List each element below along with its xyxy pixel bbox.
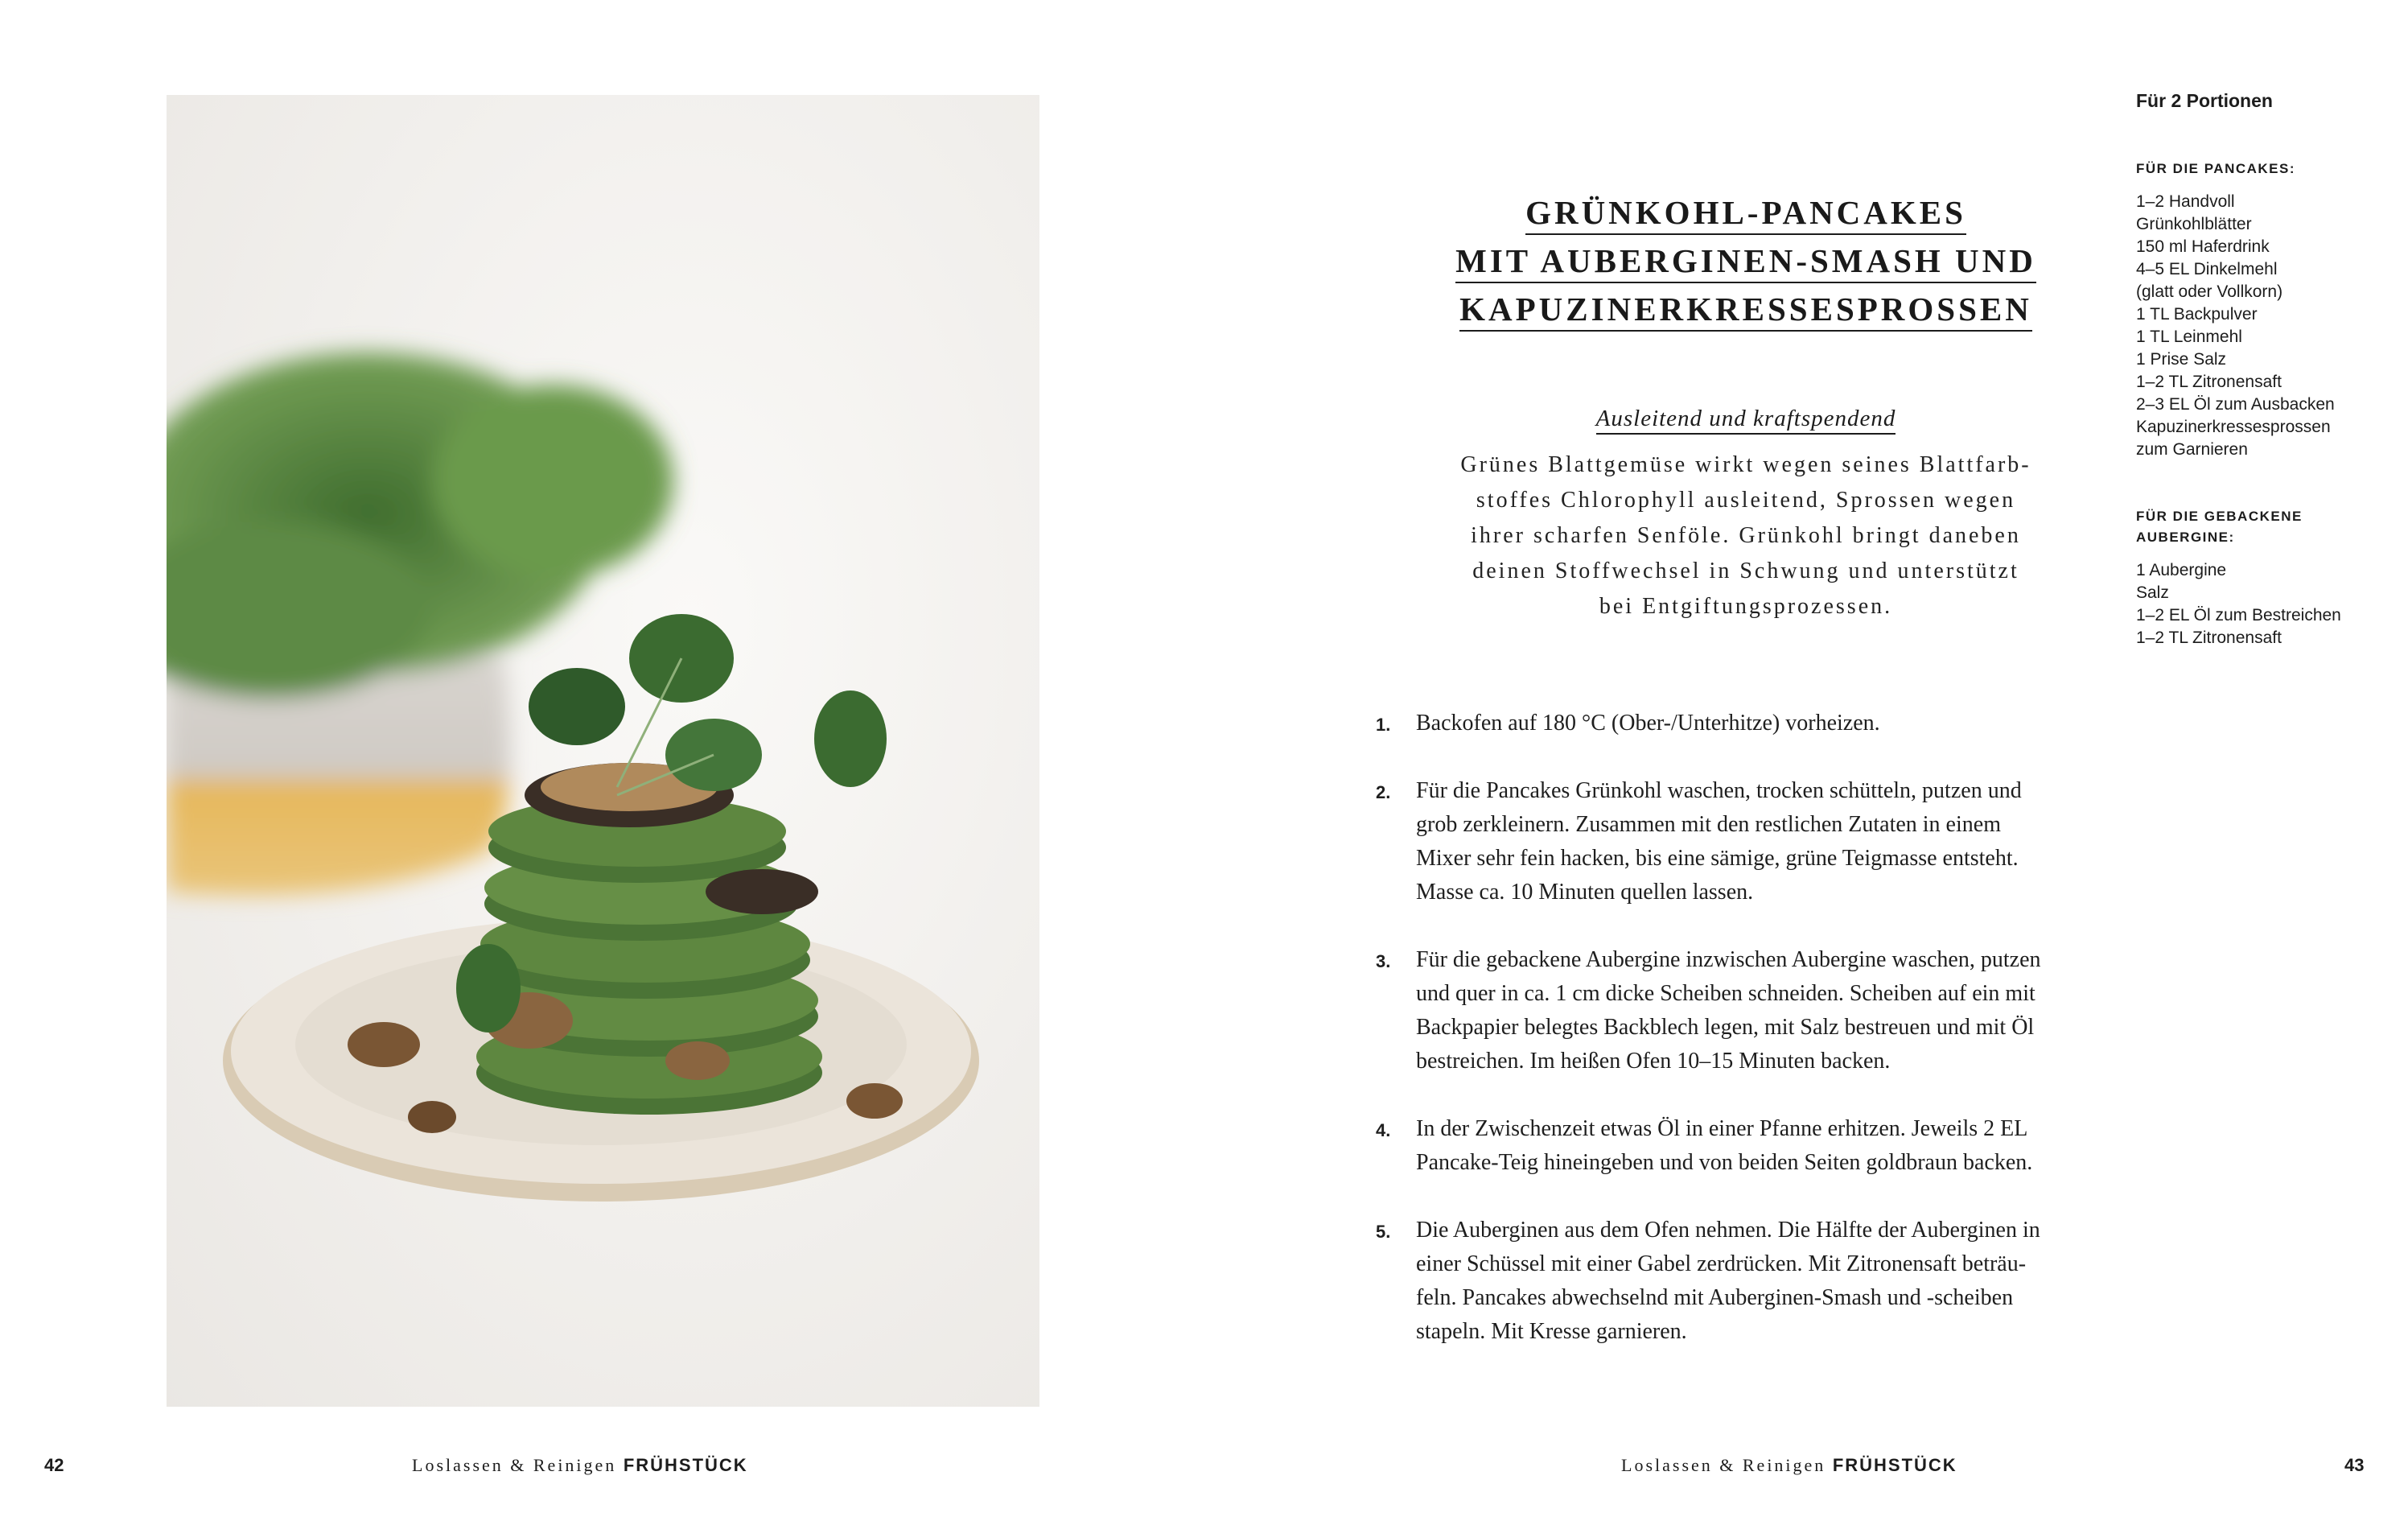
page-number-right: 43 (2344, 1455, 2365, 1475)
ingredient-item: zum Garnieren (2136, 440, 2248, 459)
step-line: stapeln. Mit Kresse garnieren. (1416, 1319, 1687, 1344)
ingredient-item: 2–3 EL Öl zum Ausbacken (2136, 395, 2335, 414)
ingredient-item: Grünkohlblätter (2136, 215, 2252, 233)
ingredient-item: 4–5 EL Dinkelmehl (2136, 260, 2278, 278)
step-number: 4. (1376, 1120, 1391, 1140)
step-line: bestreichen. Im heißen Ofen 10–15 Minuten backen. (1416, 1049, 1891, 1074)
step-3 (1376, 943, 2116, 1078)
running-title: Loslassen & Reinigen (412, 1455, 617, 1475)
ingredient-item: Salz (2136, 583, 2169, 602)
step-line: und quer in ca. 1 cm dicke Scheiben schneiden. Scheiben auf ein mit (1416, 981, 2035, 1006)
step-2 (1376, 774, 2116, 909)
ingredients-sidebar (2136, 90, 2394, 695)
step-line: Pancake-Teig hineingeben und von beiden Seiten goldbraun backen. (1416, 1150, 2033, 1175)
intro-line: ihrer scharfen Senföle. Grünkohl bringt daneben (1471, 523, 2021, 548)
step-4 (1376, 1112, 2116, 1180)
ingredient-item: 1 TL Backpulver (2136, 305, 2258, 324)
step-1 (1376, 707, 2116, 740)
ingredient-item: 1 Aubergine (2136, 561, 2227, 579)
step-5 (1376, 1214, 2116, 1349)
page-number-left: 42 (44, 1455, 64, 1475)
recipe-title (1319, 192, 2172, 336)
step-number: 5. (1376, 1222, 1391, 1242)
running-section: FRÜHSTÜCK (1832, 1455, 1957, 1475)
step-line: grob zerkleinern. Zusammen mit den restlichen Zutaten in einem (1416, 812, 2001, 837)
title-line-2: MIT AUBERGINEN-SMASH UND (1455, 240, 2036, 283)
step-number: 2. (1376, 782, 1391, 802)
step-line: Für die gebackene Aubergine inzwischen Aubergine waschen, putzen (1416, 947, 2041, 972)
recipe-subtitle (1319, 406, 2172, 432)
heading-line: FÜR DIE GEBACKENE (2136, 509, 2303, 524)
intro-line: Grünes Blattgemüse wirkt wegen seines Blattfarb- (1460, 452, 2031, 477)
recipe-steps (1376, 707, 2116, 1383)
step-line: Die Auberginen aus dem Ofen nehmen. Die Hälfte der Auberginen in (1416, 1218, 2040, 1243)
ingredient-item: 1 Prise Salz (2136, 350, 2227, 369)
step-line: einer Schüssel mit einer Gabel zerdrücken. Mit Zitronensaft beträu- (1416, 1251, 2027, 1276)
step-line: Backpapier belegtes Backblech legen, mit Salz bestreuen und mit Öl (1416, 1015, 2035, 1040)
ingredient-item: 1–2 Handvoll (2136, 192, 2235, 211)
running-footer-left (412, 1455, 748, 1476)
running-section: FRÜHSTÜCK (623, 1455, 748, 1475)
intro-line: deinen Stoffwechsel in Schwung und unterstützt (1472, 559, 2019, 583)
recipe-photo (167, 95, 1039, 1407)
ingredient-item: Kapuzinerkressesprossen (2136, 418, 2331, 436)
subtitle-text: Ausleitend und kraftspendend (1596, 406, 1896, 435)
heading-line: AUBERGINE: (2136, 530, 2235, 545)
ingredient-item: 1–2 TL Zitronensaft (2136, 629, 2282, 647)
step-line: Backofen auf 180 °C (Ober-/Unterhitze) vorheizen. (1416, 711, 1880, 736)
recipe-intro (1416, 447, 2076, 624)
step-number: 1. (1376, 715, 1391, 735)
step-line: Mixer sehr fein hacken, bis eine sämige, grüne Teigmasse entsteht. (1416, 846, 2019, 871)
intro-line: stoffes Chlorophyll ausleitend, Sprossen wegen (1476, 488, 2016, 513)
ingredient-list-pancakes (2136, 191, 2394, 461)
ingredient-list-aubergine (2136, 559, 2394, 649)
step-line: Für die Pancakes Grünkohl waschen, trocken schütteln, putzen und (1416, 778, 2022, 803)
pancake-stack-photo-icon (167, 95, 1039, 1407)
ingredient-item: 150 ml Haferdrink (2136, 237, 2270, 256)
intro-line: bei Entgiftungsprozessen. (1599, 594, 1893, 619)
step-line: Masse ca. 10 Minuten quellen lassen. (1416, 880, 1754, 905)
title-line-3: KAPUZINERKRESSESPROSSEN (1459, 288, 2032, 332)
portions-label: Für 2 Portionen (2136, 90, 2273, 111)
running-title: Loslassen & Reinigen (1621, 1455, 1826, 1475)
ingredient-item: 1–2 TL Zitronensaft (2136, 373, 2282, 391)
heading-line: FÜR DIE PANCAKES: (2136, 161, 2296, 176)
running-footer-right (1621, 1455, 1957, 1476)
ingredient-item: 1–2 EL Öl zum Bestreichen (2136, 606, 2341, 624)
ingredient-item: (glatt oder Vollkorn) (2136, 282, 2283, 301)
title-line-1: GRÜNKOHL-PANCAKES (1525, 192, 1966, 235)
step-line: In der Zwischenzeit etwas Öl in einer Pfanne erhitzen. Jeweils 2 EL (1416, 1116, 2028, 1141)
ingredient-item: 1 TL Leinmehl (2136, 328, 2242, 346)
step-number: 3. (1376, 951, 1391, 971)
ingredient-group-heading (2136, 506, 2394, 548)
ingredient-group-heading (2136, 159, 2394, 179)
step-line: feln. Pancakes abwechselnd mit Auberginen-Smash und -scheiben (1416, 1285, 2014, 1310)
